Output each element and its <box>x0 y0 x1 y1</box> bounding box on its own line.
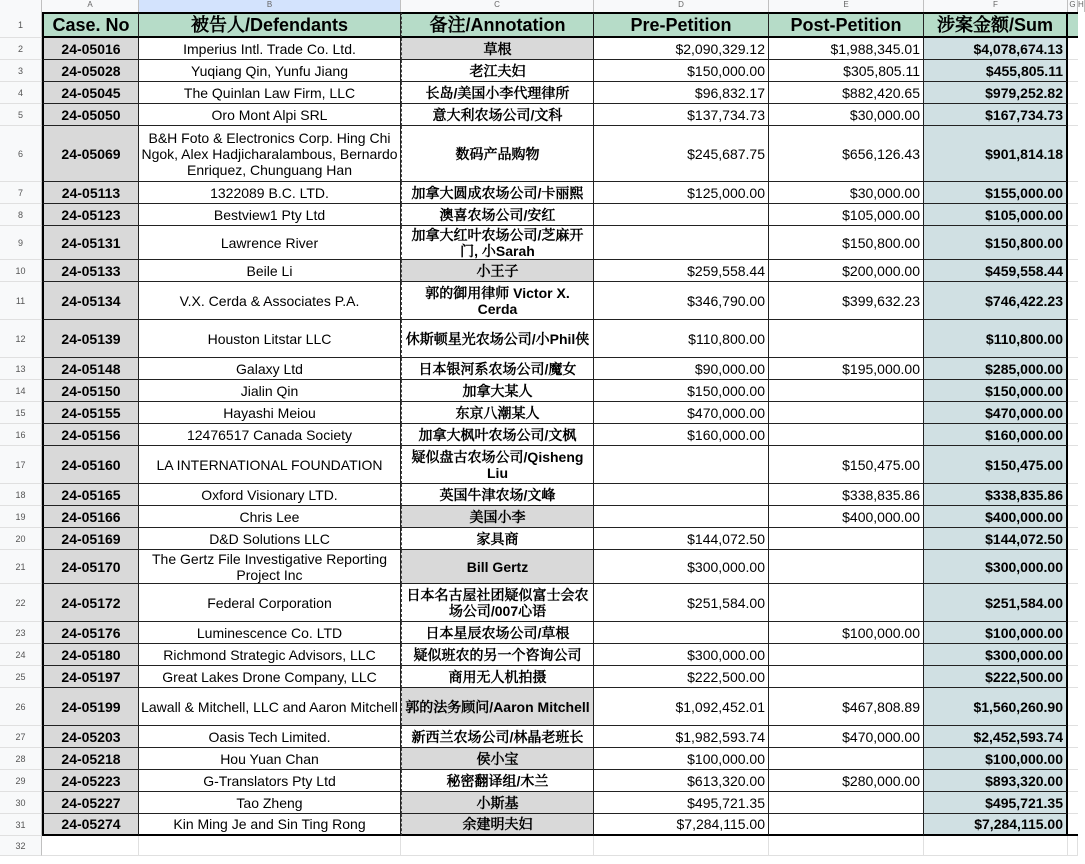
annotation-cell[interactable]: 郭的御用律师 Victor X. Cerda <box>401 282 594 320</box>
case-number-cell[interactable]: 24-05165 <box>42 484 139 506</box>
defendant-cell[interactable]: The Quinlan Law Firm, LLC <box>139 82 401 104</box>
table-row <box>0 182 1078 204</box>
row-number[interactable]: 31 <box>0 814 42 836</box>
sum-cell[interactable]: $160,000.00 <box>924 424 1068 446</box>
post-petition-cell[interactable]: $400,000.00 <box>769 506 924 528</box>
table-row <box>0 814 1078 836</box>
sum-cell[interactable]: $300,000.00 <box>924 644 1068 666</box>
case-number-cell[interactable]: 24-05156 <box>42 424 139 446</box>
header-sum[interactable]: 涉案金额/Sum <box>924 12 1068 38</box>
case-number-cell[interactable]: 24-05172 <box>42 584 139 622</box>
row-number[interactable]: 9 <box>0 226 42 260</box>
defendant-cell[interactable]: B&H Foto & Electronics Corp. Hing Chi Ngok, Alex Hadjicharalambous, Bernardo Enriquez, Chunguang Han <box>139 126 401 182</box>
defendant-cell[interactable]: Federal Corporation <box>139 584 401 622</box>
pre-petition-cell[interactable]: $259,558.44 <box>594 260 769 282</box>
pre-petition-cell[interactable]: $110,800.00 <box>594 320 769 358</box>
case-number-cell[interactable]: 24-05227 <box>42 792 139 814</box>
defendant-cell[interactable]: The Gertz File Investigative Reporting Project Inc <box>139 550 401 584</box>
table-row <box>0 82 1078 104</box>
case-number-cell[interactable]: 24-05274 <box>42 814 139 836</box>
defendant-cell[interactable]: Imperius Intl. Trade Co. Ltd. <box>139 38 401 60</box>
annotation-cell[interactable]: 休斯顿星光农场公司/小Phil侠 <box>401 320 594 358</box>
sum-cell[interactable]: $150,475.00 <box>924 446 1068 484</box>
sum-cell[interactable]: $746,422.23 <box>924 282 1068 320</box>
sum-cell[interactable]: $495,721.35 <box>924 792 1068 814</box>
table-row <box>0 424 1078 446</box>
row-number[interactable]: 3 <box>0 60 42 82</box>
post-petition-cell[interactable]: $470,000.00 <box>769 726 924 748</box>
annotation-cell[interactable]: 老江夫妇 <box>401 60 594 82</box>
empty-cell[interactable] <box>1068 622 1078 644</box>
row-number[interactable]: 25 <box>0 666 42 688</box>
defendant-cell[interactable]: Jialin Qin <box>139 380 401 402</box>
pre-petition-cell[interactable] <box>594 226 769 260</box>
sum-cell[interactable]: $979,252.82 <box>924 82 1068 104</box>
post-petition-cell[interactable]: $882,420.65 <box>769 82 924 104</box>
post-petition-cell[interactable]: $399,632.23 <box>769 282 924 320</box>
table-row <box>0 204 1078 226</box>
table-row <box>0 380 1078 402</box>
post-petition-cell[interactable]: $305,805.11 <box>769 60 924 82</box>
empty-cell[interactable] <box>1068 12 1078 38</box>
annotation-cell[interactable]: 余建明夫妇 <box>401 814 594 836</box>
annotation-cell[interactable]: 小王子 <box>401 260 594 282</box>
row-number[interactable]: 28 <box>0 748 42 770</box>
post-petition-cell[interactable]: $150,475.00 <box>769 446 924 484</box>
empty-cell[interactable] <box>1068 770 1078 792</box>
row-number[interactable]: 12 <box>0 320 42 358</box>
case-number-cell[interactable]: 24-05218 <box>42 748 139 770</box>
empty-cell[interactable] <box>1068 424 1078 446</box>
defendant-cell[interactable]: Richmond Strategic Advisors, LLC <box>139 644 401 666</box>
annotation-cell[interactable]: 意大利农场公司/文科 <box>401 104 594 126</box>
row-number[interactable]: 8 <box>0 204 42 226</box>
pre-petition-cell[interactable] <box>594 484 769 506</box>
defendant-cell[interactable]: Tao Zheng <box>139 792 401 814</box>
post-petition-cell[interactable]: $280,000.00 <box>769 770 924 792</box>
empty-cell[interactable] <box>1068 282 1078 320</box>
case-number-cell[interactable]: 24-05028 <box>42 60 139 82</box>
annotation-cell[interactable]: 加拿大红叶农场公司/芝麻开门, 小Sarah <box>401 226 594 260</box>
sum-cell[interactable]: $300,000.00 <box>924 550 1068 584</box>
defendant-cell[interactable]: Hayashi Meiou <box>139 402 401 424</box>
defendant-cell[interactable]: Hou Yuan Chan <box>139 748 401 770</box>
row-number[interactable]: 7 <box>0 182 42 204</box>
annotation-cell[interactable]: 加拿大某人 <box>401 380 594 402</box>
table-row <box>0 666 1078 688</box>
pre-petition-cell[interactable] <box>594 506 769 528</box>
defendant-cell[interactable]: 12476517 Canada Society <box>139 424 401 446</box>
post-petition-cell[interactable]: $150,800.00 <box>769 226 924 260</box>
case-number-cell[interactable]: 24-05148 <box>42 358 139 380</box>
sum-cell[interactable]: $155,000.00 <box>924 182 1068 204</box>
empty-cell[interactable] <box>1068 644 1078 666</box>
empty-cell[interactable] <box>1068 584 1078 622</box>
empty-cell[interactable] <box>1068 814 1078 836</box>
pre-petition-cell[interactable]: $1,092,452.01 <box>594 688 769 726</box>
post-petition-cell[interactable] <box>769 792 924 814</box>
empty-cell[interactable] <box>401 836 594 856</box>
annotation-cell[interactable]: 日本星辰农场公司/草根 <box>401 622 594 644</box>
defendant-cell[interactable]: Beile Li <box>139 260 401 282</box>
pre-petition-cell[interactable]: $144,072.50 <box>594 528 769 550</box>
post-petition-cell[interactable]: $30,000.00 <box>769 182 924 204</box>
post-petition-cell[interactable] <box>769 748 924 770</box>
empty-cell[interactable] <box>594 836 769 856</box>
pre-petition-cell[interactable]: $222,500.00 <box>594 666 769 688</box>
row-number[interactable]: 1 <box>0 12 42 38</box>
table-row <box>0 748 1078 770</box>
case-number-cell[interactable]: 24-05180 <box>42 644 139 666</box>
sum-cell[interactable]: $100,000.00 <box>924 622 1068 644</box>
defendant-cell[interactable]: Galaxy Ltd <box>139 358 401 380</box>
empty-cell[interactable] <box>1068 226 1078 260</box>
row-number[interactable]: 11 <box>0 282 42 320</box>
row-number[interactable]: 4 <box>0 82 42 104</box>
column-letter-f[interactable]: E <box>769 0 924 12</box>
annotation-cell[interactable]: 新西兰农场公司/林晶老班长 <box>401 726 594 748</box>
post-petition-cell[interactable] <box>769 644 924 666</box>
annotation-cell[interactable]: 加拿大圆成农场公司/卡丽熙 <box>401 182 594 204</box>
empty-cell[interactable] <box>1068 402 1078 424</box>
empty-cell[interactable] <box>1068 484 1078 506</box>
annotation-cell[interactable]: 秘密翻译组/木兰 <box>401 770 594 792</box>
case-number-cell[interactable]: 24-05176 <box>42 622 139 644</box>
post-petition-cell[interactable] <box>769 666 924 688</box>
post-petition-cell[interactable]: $656,126.43 <box>769 126 924 182</box>
pre-petition-cell[interactable]: $137,734.73 <box>594 104 769 126</box>
pre-petition-cell[interactable]: $150,000.00 <box>594 60 769 82</box>
sum-cell[interactable]: $2,452,593.74 <box>924 726 1068 748</box>
annotation-cell[interactable]: 草根 <box>401 38 594 60</box>
defendant-cell[interactable]: Yuqiang Qin, Yunfu Jiang <box>139 60 401 82</box>
case-number-cell[interactable]: 24-05160 <box>42 446 139 484</box>
row-number[interactable]: 15 <box>0 402 42 424</box>
case-number-cell[interactable]: 24-05045 <box>42 82 139 104</box>
row-number[interactable]: 6 <box>0 126 42 182</box>
row-number[interactable]: 5 <box>0 104 42 126</box>
column-letter-d[interactable]: C <box>401 0 594 12</box>
header-row <box>0 12 1078 38</box>
post-petition-cell[interactable] <box>769 528 924 550</box>
row-number[interactable]: 14 <box>0 380 42 402</box>
sum-cell[interactable]: $338,835.86 <box>924 484 1068 506</box>
pre-petition-cell[interactable]: $470,000.00 <box>594 402 769 424</box>
annotation-cell[interactable]: 美国小李 <box>401 506 594 528</box>
table-row <box>0 792 1078 814</box>
empty-cell[interactable] <box>1068 38 1078 60</box>
column-letter-e[interactable]: D <box>594 0 769 12</box>
empty-cell[interactable] <box>1068 104 1078 126</box>
annotation-cell[interactable]: 商用无人机拍摄 <box>401 666 594 688</box>
defendant-cell[interactable]: Great Lakes Drone Company, LLC <box>139 666 401 688</box>
annotation-cell[interactable]: Bill Gertz <box>401 550 594 584</box>
sum-cell[interactable]: $455,805.11 <box>924 60 1068 82</box>
post-petition-cell[interactable] <box>769 814 924 836</box>
case-number-cell[interactable]: 24-05050 <box>42 104 139 126</box>
pre-petition-cell[interactable] <box>594 622 769 644</box>
post-petition-cell[interactable]: $1,988,345.01 <box>769 38 924 60</box>
post-petition-cell[interactable]: $195,000.00 <box>769 358 924 380</box>
table-row <box>0 282 1078 320</box>
empty-cell[interactable] <box>1068 260 1078 282</box>
sum-cell[interactable]: $400,000.00 <box>924 506 1068 528</box>
pre-petition-cell[interactable]: $100,000.00 <box>594 748 769 770</box>
row-number[interactable]: 20 <box>0 528 42 550</box>
annotation-cell[interactable]: 疑似班农的另一个咨询公司 <box>401 644 594 666</box>
empty-cell[interactable] <box>1068 358 1078 380</box>
annotation-cell[interactable]: 日本名古屋社团疑似富士会农场公司/007心语 <box>401 584 594 622</box>
row-number[interactable]: 21 <box>0 550 42 584</box>
table-row <box>0 550 1078 584</box>
defendant-cell[interactable]: D&D Solutions LLC <box>139 528 401 550</box>
annotation-cell[interactable]: 加拿大枫叶农场公司/文枫 <box>401 424 594 446</box>
defendant-cell[interactable]: Kin Ming Je and Sin Ting Rong <box>139 814 401 836</box>
empty-cell[interactable] <box>1068 60 1078 82</box>
pre-petition-cell[interactable]: $300,000.00 <box>594 644 769 666</box>
defendant-cell[interactable]: V.X. Cerda & Associates P.A. <box>139 282 401 320</box>
table-row <box>0 644 1078 666</box>
case-number-cell[interactable]: 24-05197 <box>42 666 139 688</box>
empty-cell[interactable] <box>924 836 1068 856</box>
sum-cell[interactable]: $901,814.18 <box>924 126 1068 182</box>
case-number-cell[interactable]: 24-05069 <box>42 126 139 182</box>
column-letter-h[interactable]: G <box>1068 0 1078 12</box>
defendant-cell[interactable]: LA INTERNATIONAL FOUNDATION <box>139 446 401 484</box>
table-row <box>0 104 1078 126</box>
empty-cell[interactable] <box>1068 792 1078 814</box>
header-case-no[interactable]: Case. No <box>42 12 139 38</box>
table-row <box>0 60 1078 82</box>
annotation-cell[interactable]: 侯小宝 <box>401 748 594 770</box>
table-row <box>0 126 1078 182</box>
sum-cell[interactable]: $150,000.00 <box>924 380 1068 402</box>
post-petition-cell[interactable]: $30,000.00 <box>769 104 924 126</box>
empty-cell[interactable] <box>1068 528 1078 550</box>
row-number[interactable]: 26 <box>0 688 42 726</box>
sum-cell[interactable]: $150,800.00 <box>924 226 1068 260</box>
empty-cell[interactable] <box>1068 320 1078 358</box>
case-number-cell[interactable]: 24-05150 <box>42 380 139 402</box>
pre-petition-cell[interactable]: $7,284,115.00 <box>594 814 769 836</box>
empty-cell[interactable] <box>42 836 139 856</box>
table-row <box>0 622 1078 644</box>
row-number[interactable]: 27 <box>0 726 42 748</box>
annotation-cell[interactable]: 郭的法务顾问/Aaron Mitchell <box>401 688 594 726</box>
table-row <box>0 226 1078 260</box>
pre-petition-cell[interactable]: $125,000.00 <box>594 182 769 204</box>
sum-cell[interactable]: $222,500.00 <box>924 666 1068 688</box>
row-number[interactable]: 29 <box>0 770 42 792</box>
defendant-cell[interactable]: Oxford Visionary LTD. <box>139 484 401 506</box>
case-number-cell[interactable]: 24-05166 <box>42 506 139 528</box>
pre-petition-cell[interactable] <box>594 446 769 484</box>
pre-petition-cell[interactable]: $346,790.00 <box>594 282 769 320</box>
column-letter-g[interactable]: F <box>924 0 1068 12</box>
table-row <box>0 506 1078 528</box>
sum-cell[interactable]: $7,284,115.00 <box>924 814 1068 836</box>
case-number-cell[interactable]: 24-05223 <box>42 770 139 792</box>
table-row <box>0 260 1078 282</box>
empty-cell[interactable] <box>1068 836 1078 856</box>
row-number[interactable]: 2 <box>0 38 42 60</box>
sum-cell[interactable]: $893,320.00 <box>924 770 1068 792</box>
post-petition-cell[interactable]: $105,000.00 <box>769 204 924 226</box>
row-number[interactable]: 17 <box>0 446 42 484</box>
table-row <box>0 358 1078 380</box>
sum-cell[interactable]: $105,000.00 <box>924 204 1068 226</box>
defendant-cell[interactable]: Bestview1 Pty Ltd <box>139 204 401 226</box>
row-number[interactable]: 13 <box>0 358 42 380</box>
post-petition-cell[interactable] <box>769 424 924 446</box>
header-pre-petition[interactable]: Pre-Petition <box>594 12 769 38</box>
header-annotation[interactable]: 备注/Annotation <box>401 12 594 38</box>
annotation-cell[interactable]: 长岛/美国小李代理律所 <box>401 82 594 104</box>
pre-petition-cell[interactable]: $160,000.00 <box>594 424 769 446</box>
empty-cell[interactable] <box>1068 82 1078 104</box>
case-number-cell[interactable]: 24-05113 <box>42 182 139 204</box>
empty-cell[interactable] <box>1068 204 1078 226</box>
table-row <box>0 726 1078 748</box>
empty-cell[interactable] <box>1068 726 1078 748</box>
empty-cell[interactable] <box>1068 550 1078 584</box>
case-number-cell[interactable]: 24-05139 <box>42 320 139 358</box>
sum-cell[interactable]: $1,560,260.90 <box>924 688 1068 726</box>
annotation-cell[interactable]: 数码产品购物 <box>401 126 594 182</box>
sum-cell[interactable]: $4,078,674.13 <box>924 38 1068 60</box>
pre-petition-cell[interactable]: $495,721.35 <box>594 792 769 814</box>
case-number-cell[interactable]: 24-05169 <box>42 528 139 550</box>
pre-petition-cell[interactable]: $613,320.00 <box>594 770 769 792</box>
row-number[interactable]: 10 <box>0 260 42 282</box>
post-petition-cell[interactable] <box>769 584 924 622</box>
sum-cell[interactable]: $110,800.00 <box>924 320 1068 358</box>
defendant-cell[interactable]: Chris Lee <box>139 506 401 528</box>
empty-cell[interactable] <box>1068 126 1078 182</box>
table-row <box>0 402 1078 424</box>
post-petition-cell[interactable]: $467,808.89 <box>769 688 924 726</box>
annotation-cell[interactable]: 日本银河系农场公司/魔女 <box>401 358 594 380</box>
case-number-cell[interactable]: 24-05131 <box>42 226 139 260</box>
pre-petition-cell[interactable]: $96,832.17 <box>594 82 769 104</box>
sum-cell[interactable]: $167,734.73 <box>924 104 1068 126</box>
post-petition-cell[interactable]: $200,000.00 <box>769 260 924 282</box>
post-petition-cell[interactable] <box>769 402 924 424</box>
case-number-cell[interactable]: 24-05203 <box>42 726 139 748</box>
sum-cell[interactable]: $459,558.44 <box>924 260 1068 282</box>
annotation-cell[interactable]: 英国牛津农场/文峰 <box>401 484 594 506</box>
pre-petition-cell[interactable]: $1,982,593.74 <box>594 726 769 748</box>
table-row <box>0 38 1078 60</box>
sum-cell[interactable]: $285,000.00 <box>924 358 1068 380</box>
table-row <box>0 320 1078 358</box>
sum-cell[interactable]: $470,000.00 <box>924 402 1068 424</box>
empty-cell[interactable] <box>1068 506 1078 528</box>
sum-cell[interactable]: $144,072.50 <box>924 528 1068 550</box>
empty-cell[interactable] <box>1068 182 1078 204</box>
table-row <box>0 688 1078 726</box>
table-row <box>0 484 1078 506</box>
row-number[interactable]: 22 <box>0 584 42 622</box>
header-post-petition[interactable]: Post-Petition <box>769 12 924 38</box>
column-letter-i[interactable]: H <box>1078 0 1085 12</box>
row-number[interactable]: 24 <box>0 644 42 666</box>
post-petition-cell[interactable] <box>769 550 924 584</box>
case-number-cell[interactable]: 24-05170 <box>42 550 139 584</box>
column-letter-c[interactable]: B <box>139 0 401 12</box>
empty-cell[interactable] <box>139 836 401 856</box>
sum-cell[interactable]: $251,584.00 <box>924 584 1068 622</box>
case-number-cell[interactable]: 24-05016 <box>42 38 139 60</box>
table-row <box>0 770 1078 792</box>
defendant-cell[interactable]: Oasis Tech Limited. <box>139 726 401 748</box>
table-row <box>0 584 1078 622</box>
table-row <box>0 446 1078 484</box>
header-defendants[interactable]: 被告人/Defendants <box>139 12 401 38</box>
row-number[interactable]: 19 <box>0 506 42 528</box>
case-number-cell[interactable]: 24-05134 <box>42 282 139 320</box>
empty-cell[interactable] <box>1068 446 1078 484</box>
pre-petition-cell[interactable]: $2,090,329.12 <box>594 38 769 60</box>
annotation-cell[interactable]: 家具商 <box>401 528 594 550</box>
row-number[interactable]: 18 <box>0 484 42 506</box>
defendant-cell[interactable]: G-Translators Pty Ltd <box>139 770 401 792</box>
row-number[interactable]: 30 <box>0 792 42 814</box>
defendant-cell[interactable]: Houston Litstar LLC <box>139 320 401 358</box>
pre-petition-cell[interactable]: $150,000.00 <box>594 380 769 402</box>
pre-petition-cell[interactable]: $300,000.00 <box>594 550 769 584</box>
empty-cell[interactable] <box>769 836 924 856</box>
row-number[interactable]: 16 <box>0 424 42 446</box>
column-letter-b[interactable]: A <box>42 0 139 12</box>
pre-petition-cell[interactable]: $251,584.00 <box>594 584 769 622</box>
post-petition-cell[interactable] <box>769 320 924 358</box>
pre-petition-cell[interactable]: $245,687.75 <box>594 126 769 182</box>
post-petition-cell[interactable]: $338,835.86 <box>769 484 924 506</box>
case-number-cell[interactable]: 24-05133 <box>42 260 139 282</box>
defendant-cell[interactable]: Oro Mont Alpi SRL <box>139 104 401 126</box>
empty-cell[interactable] <box>1068 688 1078 726</box>
post-petition-cell[interactable]: $100,000.00 <box>769 622 924 644</box>
case-number-cell[interactable]: 24-05199 <box>42 688 139 726</box>
table-row <box>0 528 1078 550</box>
empty-cell[interactable] <box>1068 748 1078 770</box>
row-number[interactable]: 23 <box>0 622 42 644</box>
defendant-cell[interactable]: Luminescence Co. LTD <box>139 622 401 644</box>
case-number-cell[interactable]: 24-05155 <box>42 402 139 424</box>
annotation-cell[interactable]: 疑似盘古农场公司/Qisheng Liu <box>401 446 594 484</box>
annotation-cell[interactable]: 小斯基 <box>401 792 594 814</box>
column-letter-a[interactable] <box>0 0 42 12</box>
empty-cell[interactable] <box>1068 666 1078 688</box>
defendant-cell[interactable]: 1322089 B.C. LTD. <box>139 182 401 204</box>
blank-row <box>0 836 1078 856</box>
annotation-cell[interactable]: 澳喜农场公司/安红 <box>401 204 594 226</box>
pre-petition-cell[interactable]: $90,000.00 <box>594 358 769 380</box>
pre-petition-cell[interactable] <box>594 204 769 226</box>
empty-cell[interactable] <box>1068 380 1078 402</box>
row-number[interactable]: 32 <box>0 836 42 856</box>
sum-cell[interactable]: $100,000.00 <box>924 748 1068 770</box>
case-number-cell[interactable]: 24-05123 <box>42 204 139 226</box>
annotation-cell[interactable]: 东京八潮某人 <box>401 402 594 424</box>
defendant-cell[interactable]: Lawall & Mitchell, LLC and Aaron Mitchell <box>139 688 401 726</box>
post-petition-cell[interactable] <box>769 380 924 402</box>
defendant-cell[interactable]: Lawrence River <box>139 226 401 260</box>
